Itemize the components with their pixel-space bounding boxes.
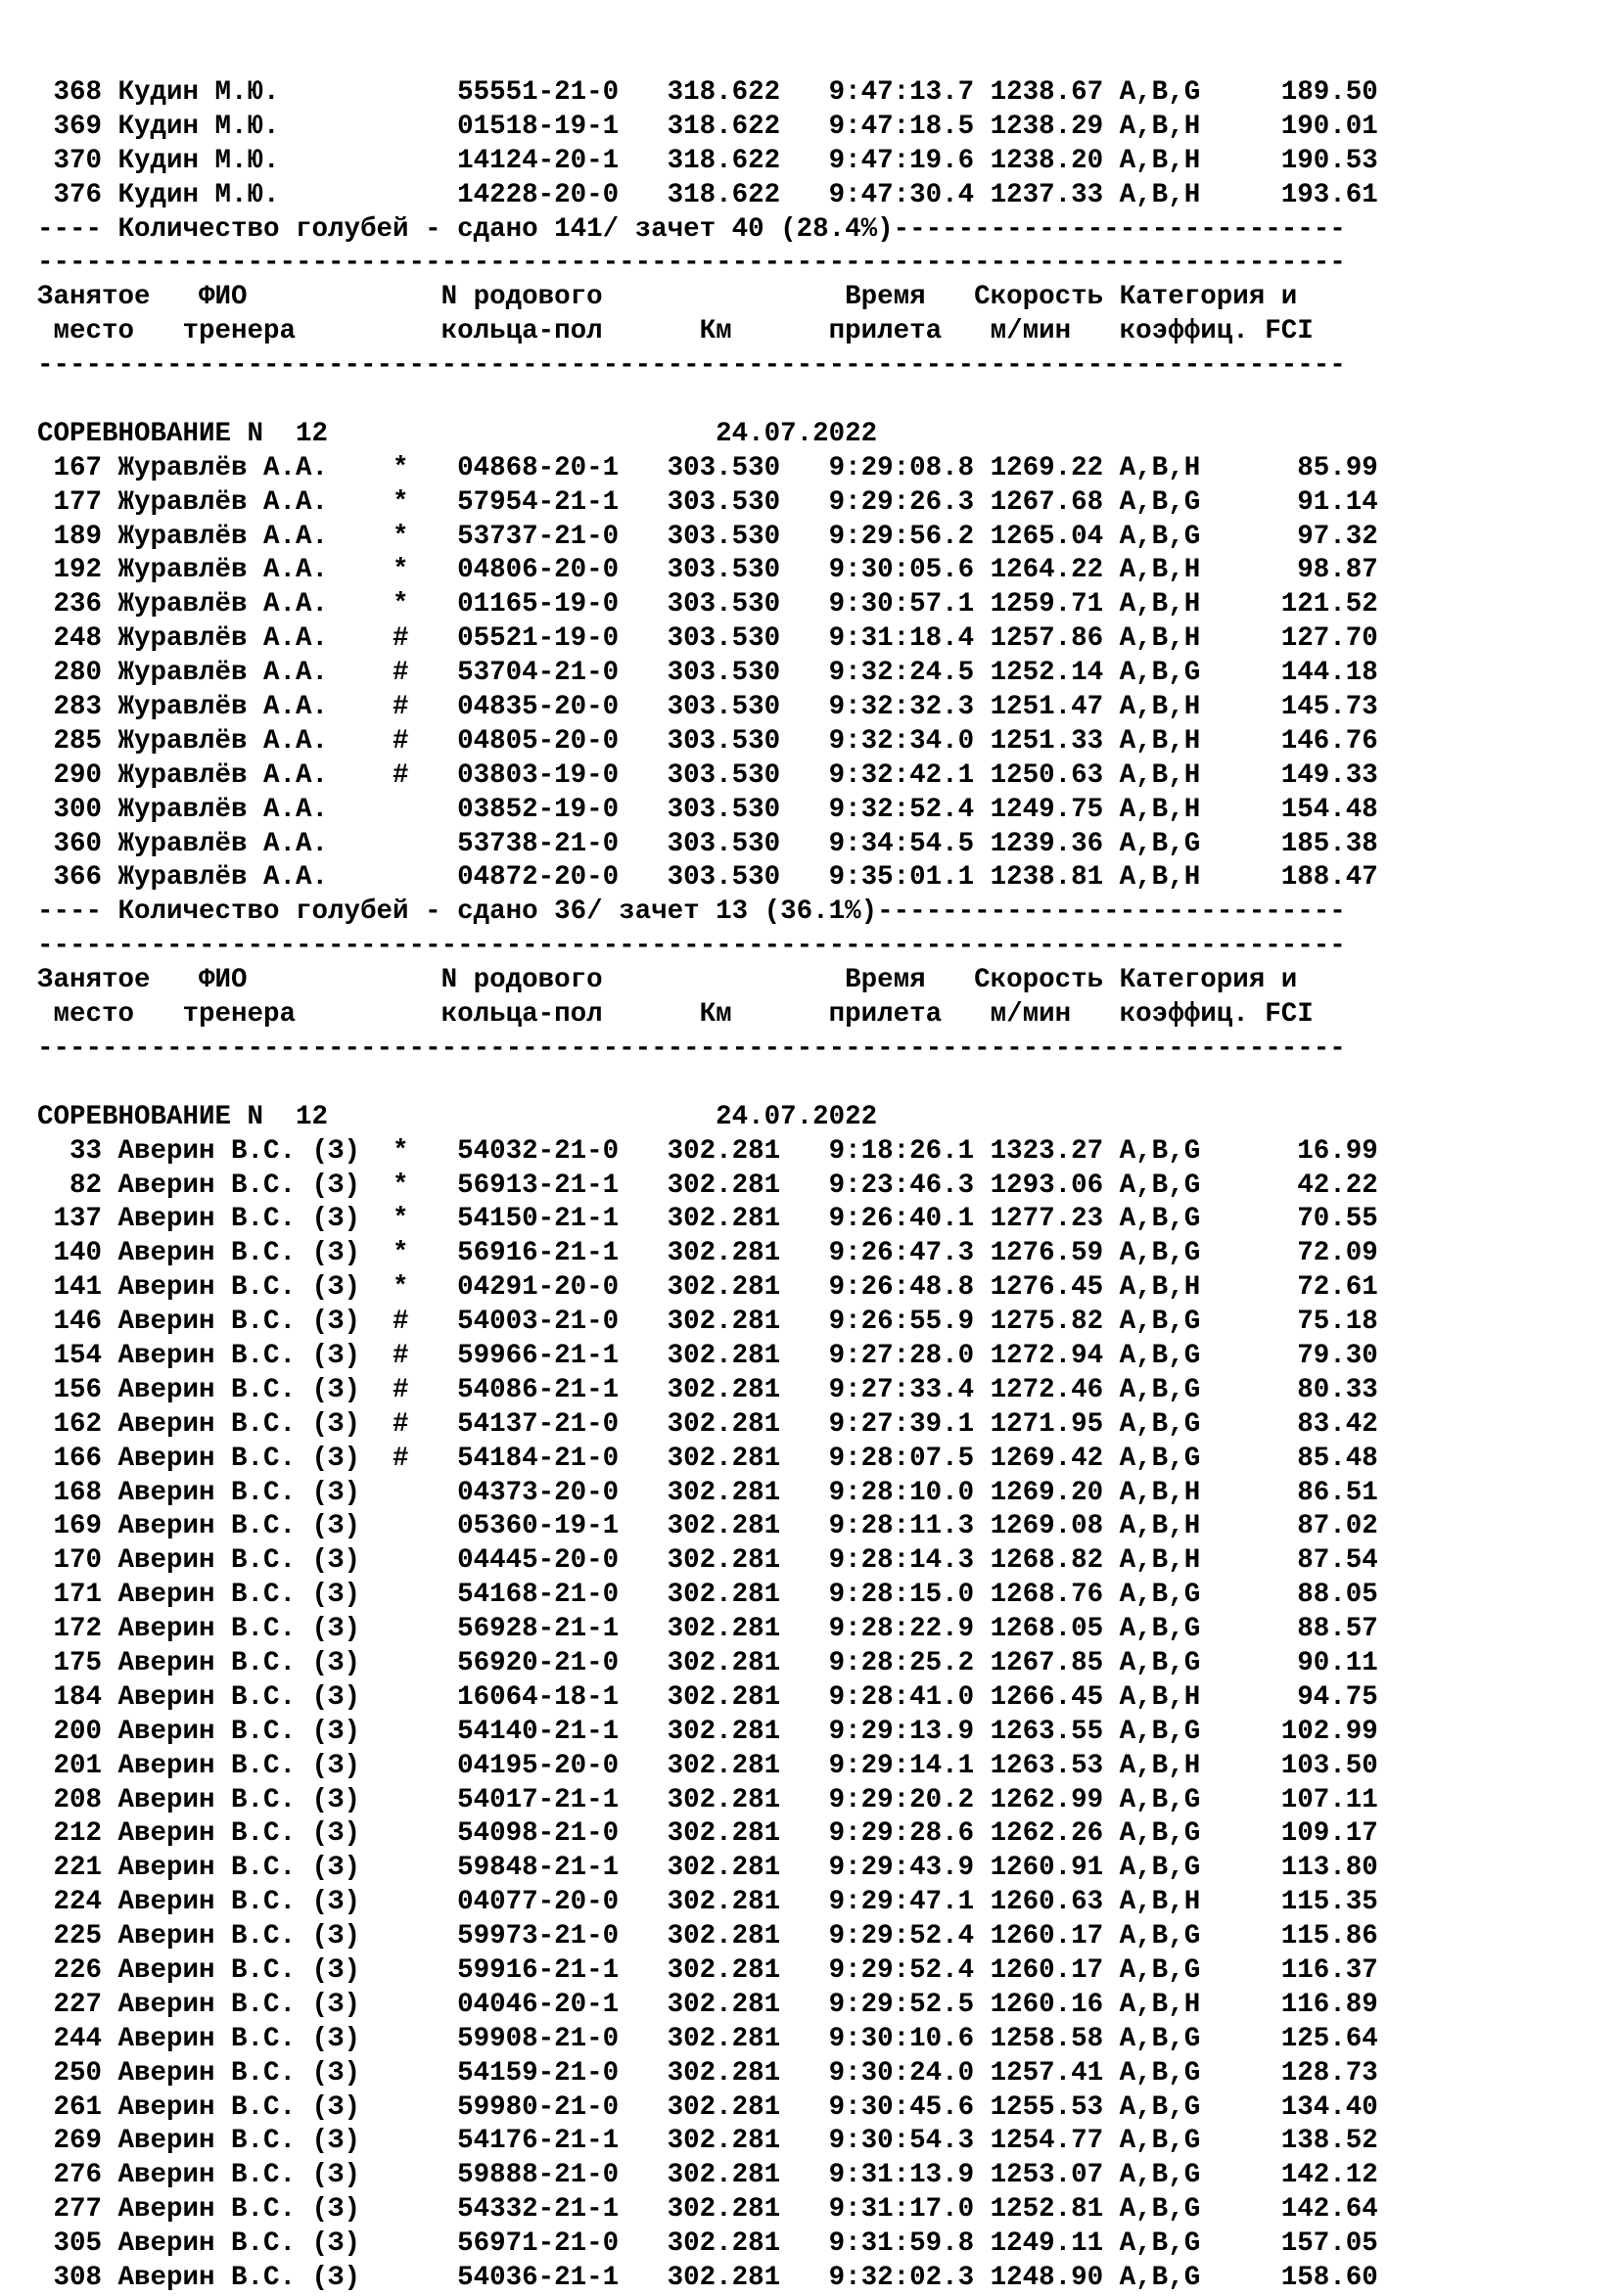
result-row: 244 Аверин В.С. (З) 59908-21-0 302.281 9:30:10.6 1258.58 A,B,G 125.64 [37, 2023, 1378, 2054]
results-document [37, 76, 1564, 2296]
result-row: 137 Аверин В.С. (З) * 54150-21-1 302.281 9:26:40.1 1277.23 A,B,G 70.55 [37, 1204, 1378, 1235]
result-row: 175 Аверин В.С. (З) 56920-21-0 302.281 9:28:25.2 1267.85 A,B,G 90.11 [37, 1647, 1378, 1678]
result-row: 221 Аверин В.С. (З) 59848-21-1 302.281 9:29:43.9 1260.91 A,B,G 113.80 [37, 1853, 1378, 1884]
result-row: 370 Кудин М.Ю. 14124-20-1 318.622 9:47:19.6 1238.20 A,B,H 190.53 [37, 145, 1378, 176]
result-row: 177 Журавлёв А.А. * 57954-21-1 303.530 9:29:26.3 1267.68 A,B,G 91.14 [37, 486, 1378, 518]
result-row: 166 Аверин В.С. (З) # 54184-21-0 302.281 9:28:07.5 1269.42 A,B,G 85.48 [37, 1443, 1378, 1474]
result-row: 33 Аверин В.С. (З) * 54032-21-0 302.281 9:18:26.1 1323.27 A,B,G 16.99 [37, 1135, 1378, 1167]
result-row: 280 Журавлёв А.А. # 53704-21-0 303.530 9:32:24.5 1252.14 A,B,G 144.18 [37, 658, 1378, 689]
result-row: 200 Аверин В.С. (З) 54140-21-1 302.281 9:29:13.9 1263.55 A,B,G 102.99 [37, 1716, 1378, 1747]
result-row: 366 Журавлёв А.А. 04872-20-0 303.530 9:35:01.1 1238.81 A,B,H 188.47 [37, 862, 1378, 894]
result-row: 184 Аверин В.С. (З) 16064-18-1 302.281 9:28:41.0 1266.45 A,B,H 94.75 [37, 1681, 1378, 1713]
rule-line: --------------------------------------------------------------------------------- [37, 1033, 1346, 1064]
rule-line: --------------------------------------------------------------------------------- [37, 248, 1346, 279]
result-row: 146 Аверин В.С. (З) # 54003-21-0 302.281 9:26:55.9 1275.82 A,B,G 75.18 [37, 1307, 1378, 1338]
result-row: 212 Аверин В.С. (З) 54098-21-0 302.281 9:29:28.6 1262.26 A,B,G 109.17 [37, 1818, 1378, 1850]
result-row: 369 Кудин М.Ю. 01518-19-1 318.622 9:47:18.5 1238.29 A,B,H 190.01 [37, 111, 1378, 142]
result-row: 300 Журавлёв А.А. 03852-19-0 303.530 9:32:52.4 1249.75 A,B,H 154.48 [37, 794, 1378, 825]
result-row: 156 Аверин В.С. (З) # 54086-21-1 302.281 9:27:33.4 1272.46 A,B,G 80.33 [37, 1374, 1378, 1405]
spacer [37, 384, 1564, 418]
result-row: 276 Аверин В.С. (З) 59888-21-0 302.281 9:31:13.9 1253.07 A,B,G 142.12 [37, 2160, 1378, 2191]
result-row: 283 Журавлёв А.А. # 04835-20-0 303.530 9:32:32.3 1251.47 A,B,H 145.73 [37, 692, 1378, 723]
result-row: 277 Аверин В.С. (З) 54332-21-1 302.281 9:31:17.0 1252.81 A,B,G 142.64 [37, 2194, 1378, 2226]
result-row: 208 Аверин В.С. (З) 54017-21-1 302.281 9:29:20.2 1262.99 A,B,G 107.11 [37, 1784, 1378, 1815]
competition-title: СОРЕВНОВАНИЕ N 12 24.07.2022 [37, 1101, 878, 1132]
result-row: 82 Аверин В.С. (З) * 56913-21-1 302.281 9:23:46.3 1293.06 A,B,G 42.22 [37, 1170, 1378, 1201]
rule-line: --------------------------------------------------------------------------------- [37, 931, 1346, 962]
section-summary: ---- Количество голубей - сдано 36/ зачет 13 (36.1%)----------------------------- [37, 896, 1346, 928]
result-row: 269 Аверин В.С. (З) 54176-21-1 302.281 9:30:54.3 1254.77 A,B,G 138.52 [37, 2126, 1378, 2157]
column-header: место тренера кольца-пол Км прилета м/мин коэффиц. FCI [37, 999, 1314, 1031]
result-row: 261 Аверин В.С. (З) 59980-21-0 302.281 9:30:45.6 1255.53 A,B,G 134.40 [37, 2091, 1378, 2123]
result-row: 236 Журавлёв А.А. * 01165-19-0 303.530 9:30:57.1 1259.71 A,B,H 121.52 [37, 589, 1378, 620]
spacer [37, 1067, 1564, 1101]
result-row: 227 Аверин В.С. (З) 04046-20-1 302.281 9:29:52.5 1260.16 A,B,H 116.89 [37, 1989, 1378, 2020]
result-row: 201 Аверин В.С. (З) 04195-20-0 302.281 9:29:14.1 1263.53 A,B,H 103.50 [37, 1750, 1378, 1781]
result-row: 168 Аверин В.С. (З) 04373-20-0 302.281 9:28:10.0 1269.20 A,B,H 86.51 [37, 1477, 1378, 1508]
column-header: Занятое ФИО N родового Время Скорость Категория и [37, 965, 1298, 996]
result-row: 368 Кудин М.Ю. 55551-21-0 318.622 9:47:13.7 1238.67 A,B,G 189.50 [37, 77, 1378, 108]
result-row: 250 Аверин В.С. (З) 54159-21-0 302.281 9:30:24.0 1257.41 A,B,G 128.73 [37, 2057, 1378, 2089]
result-row: 308 Аверин В.С. (З) 54036-21-1 302.281 9:32:02.3 1248.90 A,B,G 158.60 [37, 2263, 1378, 2293]
result-row: 360 Журавлёв А.А. 53738-21-0 303.530 9:34:54.5 1239.36 A,B,G 185.38 [37, 828, 1378, 859]
result-row: 376 Кудин М.Ю. 14228-20-0 318.622 9:47:30.4 1237.33 A,B,H 193.61 [37, 179, 1378, 210]
result-row: 170 Аверин В.С. (З) 04445-20-0 302.281 9:28:14.3 1268.82 A,B,H 87.54 [37, 1545, 1378, 1577]
rule-line: --------------------------------------------------------------------------------- [37, 350, 1346, 382]
result-row: 224 Аверин В.С. (З) 04077-20-0 302.281 9:29:47.1 1260.63 A,B,H 115.35 [37, 1887, 1378, 1918]
result-row: 140 Аверин В.С. (З) * 56916-21-1 302.281 9:26:47.3 1276.59 A,B,G 72.09 [37, 1238, 1378, 1269]
result-row: 192 Журавлёв А.А. * 04806-20-0 303.530 9:30:05.6 1264.22 A,B,H 98.87 [37, 555, 1378, 586]
column-header: Занятое ФИО N родового Время Скорость Категория и [37, 282, 1298, 313]
result-row: 290 Журавлёв А.А. # 03803-19-0 303.530 9:32:42.1 1250.63 A,B,H 149.33 [37, 759, 1378, 791]
result-row: 226 Аверин В.С. (З) 59916-21-1 302.281 9:29:52.4 1260.17 A,B,G 116.37 [37, 1954, 1378, 1986]
competition-title: СОРЕВНОВАНИЕ N 12 24.07.2022 [37, 418, 878, 449]
result-row: 167 Журавлёв А.А. * 04868-20-1 303.530 9:29:08.8 1269.22 A,B,H 85.99 [37, 452, 1378, 483]
result-row: 172 Аверин В.С. (З) 56928-21-1 302.281 9:28:22.9 1268.05 A,B,G 88.57 [37, 1614, 1378, 1645]
section-summary: ---- Количество голубей - сдано 141/ зачет 40 (28.4%)---------------------------- [37, 213, 1346, 245]
result-row: 189 Журавлёв А.А. * 53737-21-0 303.530 9:29:56.2 1265.04 A,B,G 97.32 [37, 521, 1378, 552]
result-row: 154 Аверин В.С. (З) # 59966-21-1 302.281 9:27:28.0 1272.94 A,B,G 79.30 [37, 1340, 1378, 1371]
result-row: 225 Аверин В.С. (З) 59973-21-0 302.281 9:29:52.4 1260.17 A,B,G 115.86 [37, 1921, 1378, 1952]
column-header: место тренера кольца-пол Км прилета м/мин коэффиц. FCI [37, 316, 1314, 347]
result-row: 305 Аверин В.С. (З) 56971-21-0 302.281 9:31:59.8 1249.11 A,B,G 157.05 [37, 2228, 1378, 2260]
result-row: 171 Аверин В.С. (З) 54168-21-0 302.281 9:28:15.0 1268.76 A,B,G 88.05 [37, 1580, 1378, 1611]
result-row: 162 Аверин В.С. (З) # 54137-21-0 302.281 9:27:39.1 1271.95 A,B,G 83.42 [37, 1408, 1378, 1440]
result-row: 169 Аверин В.С. (З) 05360-19-1 302.281 9:28:11.3 1269.08 A,B,H 87.02 [37, 1511, 1378, 1542]
result-row: 248 Журавлёв А.А. # 05521-19-0 303.530 9:31:18.4 1257.86 A,B,H 127.70 [37, 623, 1378, 655]
result-row: 285 Журавлёв А.А. # 04805-20-0 303.530 9:32:34.0 1251.33 A,B,H 146.76 [37, 725, 1378, 757]
result-row: 141 Аверин В.С. (З) * 04291-20-0 302.281 9:26:48.8 1276.45 A,B,H 72.61 [37, 1272, 1378, 1304]
